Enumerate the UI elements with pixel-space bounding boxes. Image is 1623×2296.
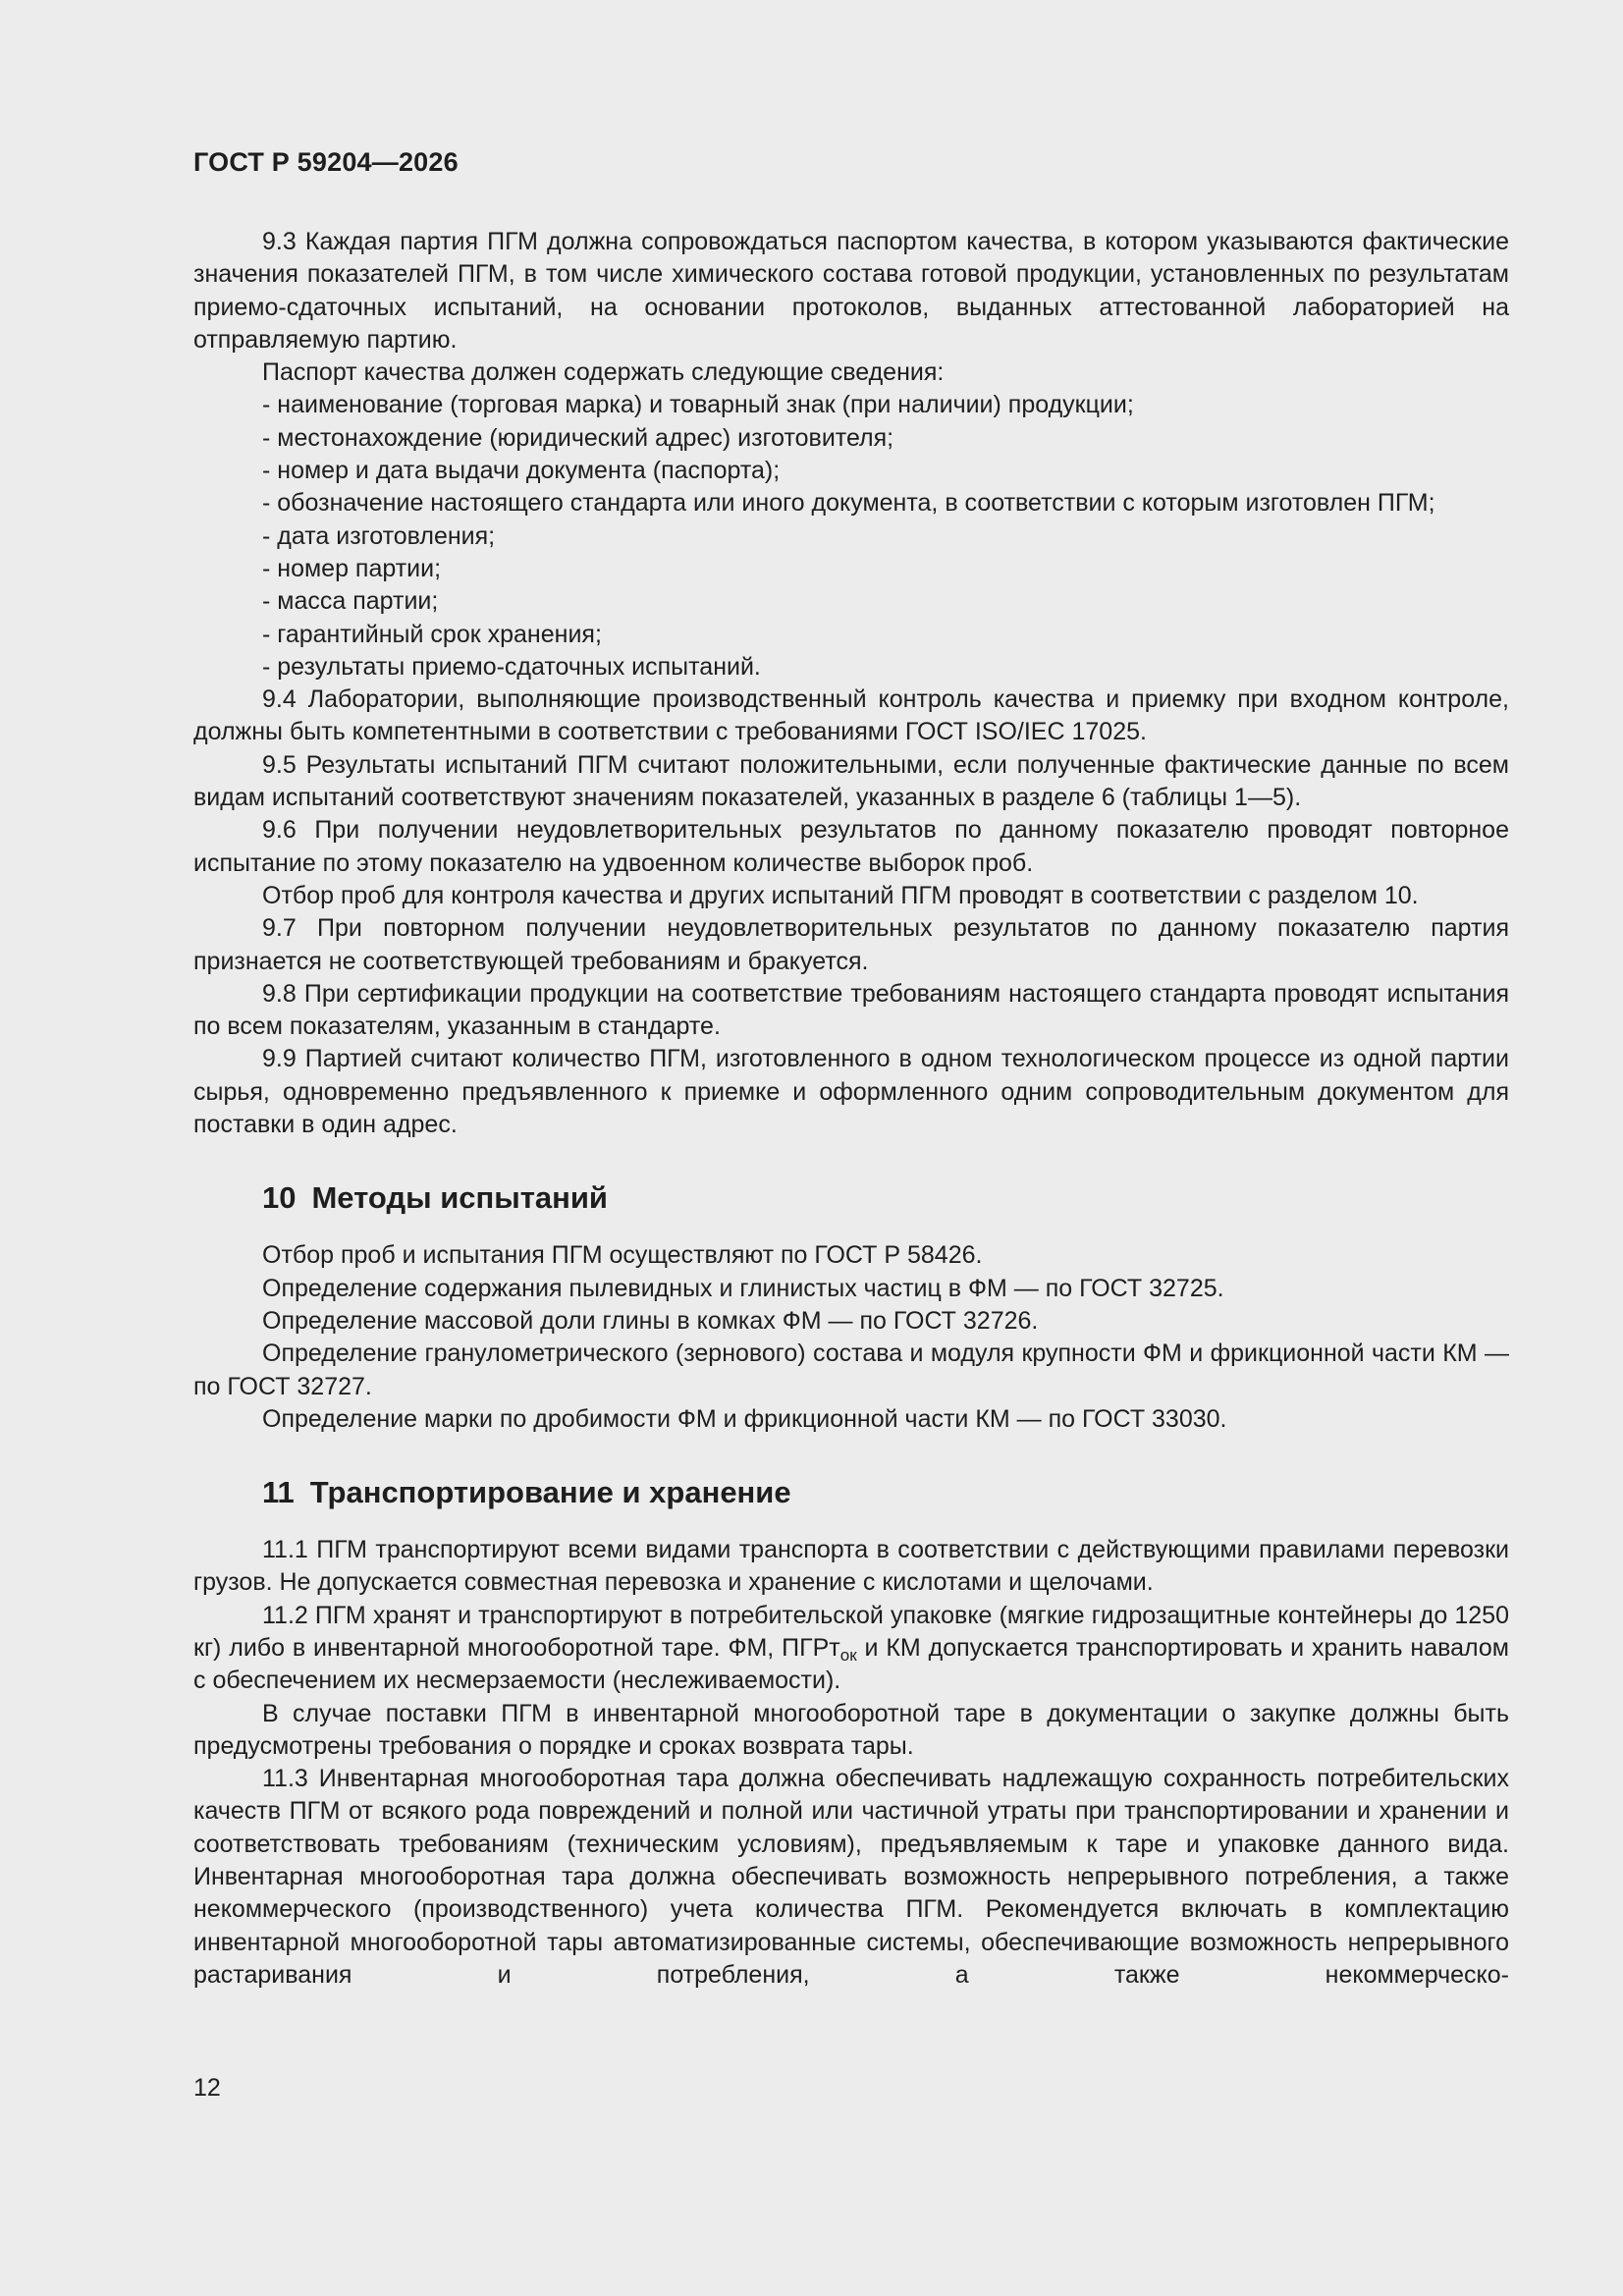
paragraph-11-2 (193, 1600, 1509, 1698)
subscript-index: ок (839, 1645, 857, 1665)
list-item: - дата изготовления; (262, 521, 496, 550)
section-11-number: 11 (262, 1475, 295, 1510)
test-methods-paragraph: Определение массовой доли глины в комках ФМ — по ГОСТ 32726. (262, 1306, 1039, 1335)
test-methods-paragraph: Определение марки по дробимости ФМ и фрикционной части КМ — по ГОСТ 33030. (262, 1404, 1227, 1433)
section-10-title: Методы испытаний (311, 1180, 608, 1216)
test-methods-paragraph: Отбор проб и испытания ПГМ осуществляют по ГОСТ Р 58426. (262, 1241, 983, 1270)
paragraph-9-3: 9.3 Каждая партия ПГМ должна сопровождаться паспортом качества, в котором указываются фактические значения показателей ПГМ, в том числе химического состава готовой продукции, установленных по результатам приемо-сдаточных испытаний, на основании протоколов, выданных аттестованной лабораторией на отправляемую партию. (193, 228, 1509, 354)
list-item: - обозначение настоящего стандарта или иного документа, в соответствии с которым изготовлен ПГМ; (262, 489, 1435, 518)
test-methods-paragraph: Определение гранулометрического (зернового) состава и модуля крупности ФМ и фрикционной части КМ — по ГОСТ 32727. (193, 1339, 1509, 1400)
paragraph-9-9: 9.9 Партией считают количество ПГМ, изготовленного в одном технологическом процессе из одной партии сырья, одновременно предъявленного к приемке и оформленного одним сопроводительным документом для поставки в один адрес. (193, 1045, 1509, 1139)
paragraph-11-1: 11.1 ПГМ транспортируют всеми видами транспорта в соответствии с действующими правилами перевозки грузов. Не допускается совместная перевозка и хранение с кислотами и щелочами. (193, 1536, 1509, 1597)
section-11-title: Транспортирование и хранение (309, 1475, 791, 1510)
section-10-heading (193, 1178, 1509, 1218)
paragraph-11-2-text-after: и КМ допускается транспортировать и хранить навалом с обеспечением их несмерзаемости (неслеживаемости). (193, 1633, 1509, 1695)
list-item: - номер и дата выдачи документа (паспорта); (262, 457, 781, 485)
list-item: - результаты приемо-сдаточных испытаний. (262, 652, 761, 681)
page-content (193, 226, 1509, 1992)
test-methods-paragraph: Определение содержания пылевидных и глинистых частиц в ФМ — по ГОСТ 32725. (262, 1274, 1224, 1302)
list-item: - наименование (торговая марка) и товарный знак (при наличии) продукции; (262, 391, 1134, 419)
passport-requirements-list (193, 389, 1509, 683)
list-item: - местонахождение (юридический адрес) изготовителя; (262, 423, 894, 452)
paragraph-9-4: 9.4 Лаборатории, выполняющие производственный контроль качества и приемку при входном контроле, должны быть компетентными в соответствии с требованиями ГОСТ ISO/IEC 17025. (193, 685, 1509, 746)
paragraph-9-6-sampling: Отбор проб для контроля качества и других испытаний ПГМ проводят в соответствии с разделом 10. (262, 881, 1419, 909)
list-item: - номер партии; (262, 554, 442, 582)
list-item: - гарантийный срок хранения; (262, 620, 602, 648)
paragraph-9-8: 9.8 При сертификации продукции на соответствие требованиям настоящего стандарта проводят испытания по всем показателям, указанным в стандарте. (193, 979, 1509, 1041)
list-item: - масса партии; (262, 587, 439, 616)
passport-intro: Паспорт качества должен содержать следующие сведения: (262, 358, 945, 387)
paragraph-9-6: 9.6 При получении неудовлетворительных результатов по данному показателю проводят повторное испытание по этому показателю на удвоенном количестве выборок проб. (193, 816, 1509, 877)
paragraph-11-3: 11.3 Инвентарная многооборотная тара должна обеспечивать надлежащую сохранность потребительских качеств ПГМ от всякого рода повреждений и полной или частичной утраты при транспортировании и хранении и соответствовать требованиям (техническим условиям), предъявляемым к таре и упаковке данного вида. Инвентарная многооборотная тара должна обеспечивать возможность непрерывного потребления, а также некоммерческого (производственного) учета количества ПГМ. Рекомендуется включать в комплектацию инвентарной многооборотной тары автоматизированные системы, обеспечивающие возможность непрерывного растаривания и потребления, а также некоммерческо- (193, 1765, 1509, 1989)
paragraph-11-2-text-before: 11.2 ПГМ хранят и транспортируют в потребительской упаковке (мягкие гидрозащитные контейнеры до 1250 кг) либо в инвентарной многооборотной таре. ФМ, ПГРт (193, 1601, 1509, 1662)
section-11-heading (193, 1473, 1509, 1512)
paragraph-11-2-return: В случае поставки ПГМ в инвентарной многооборотной таре в документации о закупке должны быть предусмотрены требования о порядке и сроках возврата тары. (193, 1699, 1509, 1760)
document-code-header: ГОСТ Р 59204—2026 (193, 147, 459, 177)
section-10-number: 10 (262, 1180, 297, 1216)
page-number: 12 (193, 2074, 221, 2102)
paragraph-9-7: 9.7 При повторном получении неудовлетворительных результатов по данному показателю партия признается не соответствующей требованиям и бракуется. (193, 914, 1509, 975)
paragraph-9-5: 9.5 Результаты испытаний ПГМ считают положительными, если полученные фактические данные по всем видам испытаний соответствуют значениям показателей, указанных в разделе 6 (таблицы 1—5). (193, 750, 1509, 812)
